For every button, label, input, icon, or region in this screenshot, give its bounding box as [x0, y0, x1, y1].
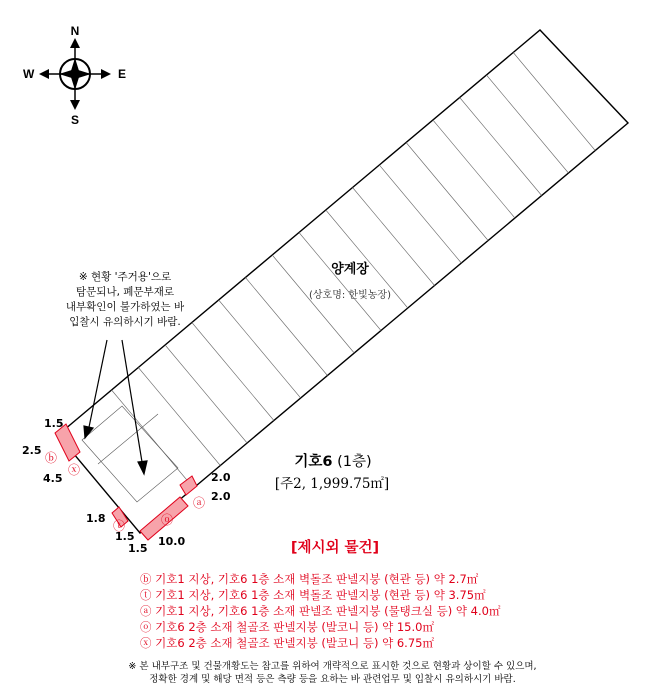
- compass-west-label: W: [23, 67, 35, 81]
- building-name: 양계장: [331, 262, 369, 277]
- lot-area: [주2, 1,999.75㎡]: [274, 476, 390, 492]
- dim-label: 1.5: [44, 417, 64, 430]
- marker-b: ⓑ: [45, 451, 58, 465]
- compass-east-label: E: [118, 67, 127, 81]
- marker-a: ⓐ: [193, 496, 206, 510]
- marker-t: ⓣ: [113, 519, 126, 533]
- dim-label: 2.0: [211, 490, 231, 503]
- excluded-title: [제시외 물건]: [290, 540, 380, 556]
- building-subtitle: (상호명: 한빛농장): [309, 290, 391, 301]
- dim-label: 1.5: [115, 530, 135, 543]
- list-item: ⓞ 기호6 2층 소재 철골조 판넬지붕 (발코니 등) 약 15.0㎡: [140, 620, 434, 634]
- compass-south-label: S: [70, 113, 80, 127]
- lot-label: 기호6 (1층): [294, 454, 372, 470]
- marker-o: ⓞ: [161, 513, 174, 527]
- compass-icon: [39, 38, 111, 110]
- list-item: ⓐ 기호1 지상, 기호6 1층 소재 판넬조 판넬지붕 (물탱크실 등) 약 4.0㎡: [140, 604, 501, 618]
- dim-label: 2.0: [211, 471, 231, 484]
- dim-label: 1.8: [86, 512, 106, 525]
- notice-text: ※ 현황 '주거용'으로 탐문되나, 폐문부재로 내부확인이 불가하였는 바 입찰시 유의하시기 바람.: [65, 271, 185, 328]
- marker-x: ⓧ: [68, 463, 81, 477]
- list-item: ⓧ 기호6 2층 소재 철골조 판넬지붕 (발코니 등) 약 6.75㎡: [140, 636, 434, 650]
- compass-north-label: N: [70, 24, 80, 38]
- footer-notice: ※ 본 내부구조 및 건물개황도는 참고를 위하여 개략적으로 표시한 것으로 현황과 상이할 수 있으며, 정확한 경계 및 해당 면적 등은 측량 등을 요하는 바 관련업무 및 입찰시 유의하시기 바람.: [128, 661, 537, 685]
- list-item: ⓑ 기호1 지상, 기호6 1층 소재 벽돌조 판넬지붕 (현관 등) 약 2.7㎡: [140, 572, 479, 586]
- list-item: ⓣ 기호1 지상, 기호6 1층 소재 벽돌조 판넬지붕 (현관 등) 약 3.75㎡: [140, 588, 486, 602]
- excluded-items-list: [140, 571, 540, 651]
- dim-label: 1.5: [128, 542, 148, 555]
- dim-label: 4.5: [43, 472, 63, 485]
- dim-label: 10.0: [158, 535, 186, 548]
- dim-label: 2.5: [22, 444, 42, 457]
